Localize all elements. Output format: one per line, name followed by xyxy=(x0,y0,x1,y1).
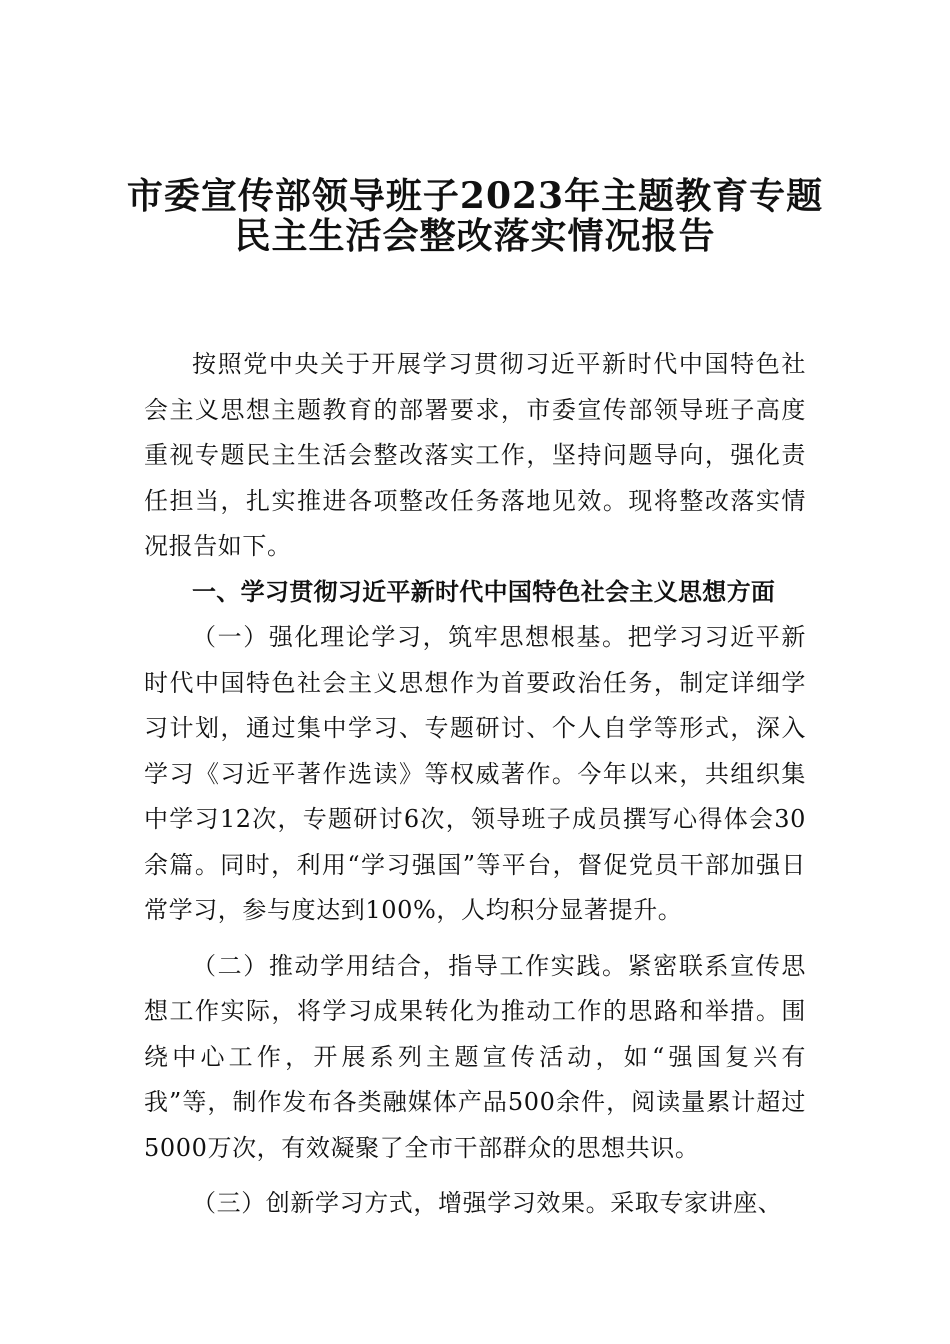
subsection-paragraph-2: （二）推动学用结合，指导工作实践。紧密联系宣传思想工作实际，将学习成果转化为推动工作的思路和举措。围绕中心工作，开展系列主题宣传活动，如“强国复兴有我”等，制作发布各类融媒体产品500余件，阅读量累计超过5000万次，有效凝聚了全市干部群众的思想共识。 xyxy=(144,951,806,1162)
document-title-line-2: 民主生活会整改落实情况报告 xyxy=(234,215,716,257)
section-heading-1: 一、学习贯彻习近平新时代中国特色社会主义思想方面 xyxy=(192,577,776,606)
subsection-paragraph-3: （三）创新学习方式，增强学习效果。采取专家讲座、 xyxy=(192,1189,783,1217)
intro-paragraph: 按照党中央关于开展学习贯彻习近平新时代中国特色社会主义思想主题教育的部署要求，市委宣传部领导班子高度重视专题民主生活会整改落实工作，坚持问题导向，强化责任担当，扎实推进各项整改任务落地见效。现将整改落实情况报告如下。 xyxy=(144,350,806,560)
document-title-line-1: 市委宣传部领导班子2023年主题教育专题 xyxy=(126,175,824,217)
document-body xyxy=(144,342,806,1227)
subsection-paragraph-1: （一）强化理论学习，筑牢思想根基。把学习习近平新时代中国特色社会主义思想作为首要政治任务，制定详细学习计划，通过集中学习、专题研讨、个人自学等形式，深入学习《习近平著作选读》等权威著作。今年以来，共组织集中学习12次，专题研讨6次，领导班子成员撰写心得体会30余篇。同时，利用“学习强国”等平台，督促党员干部加强日常学习，参与度达到100%，人均积分显著提升。 xyxy=(144,623,806,924)
